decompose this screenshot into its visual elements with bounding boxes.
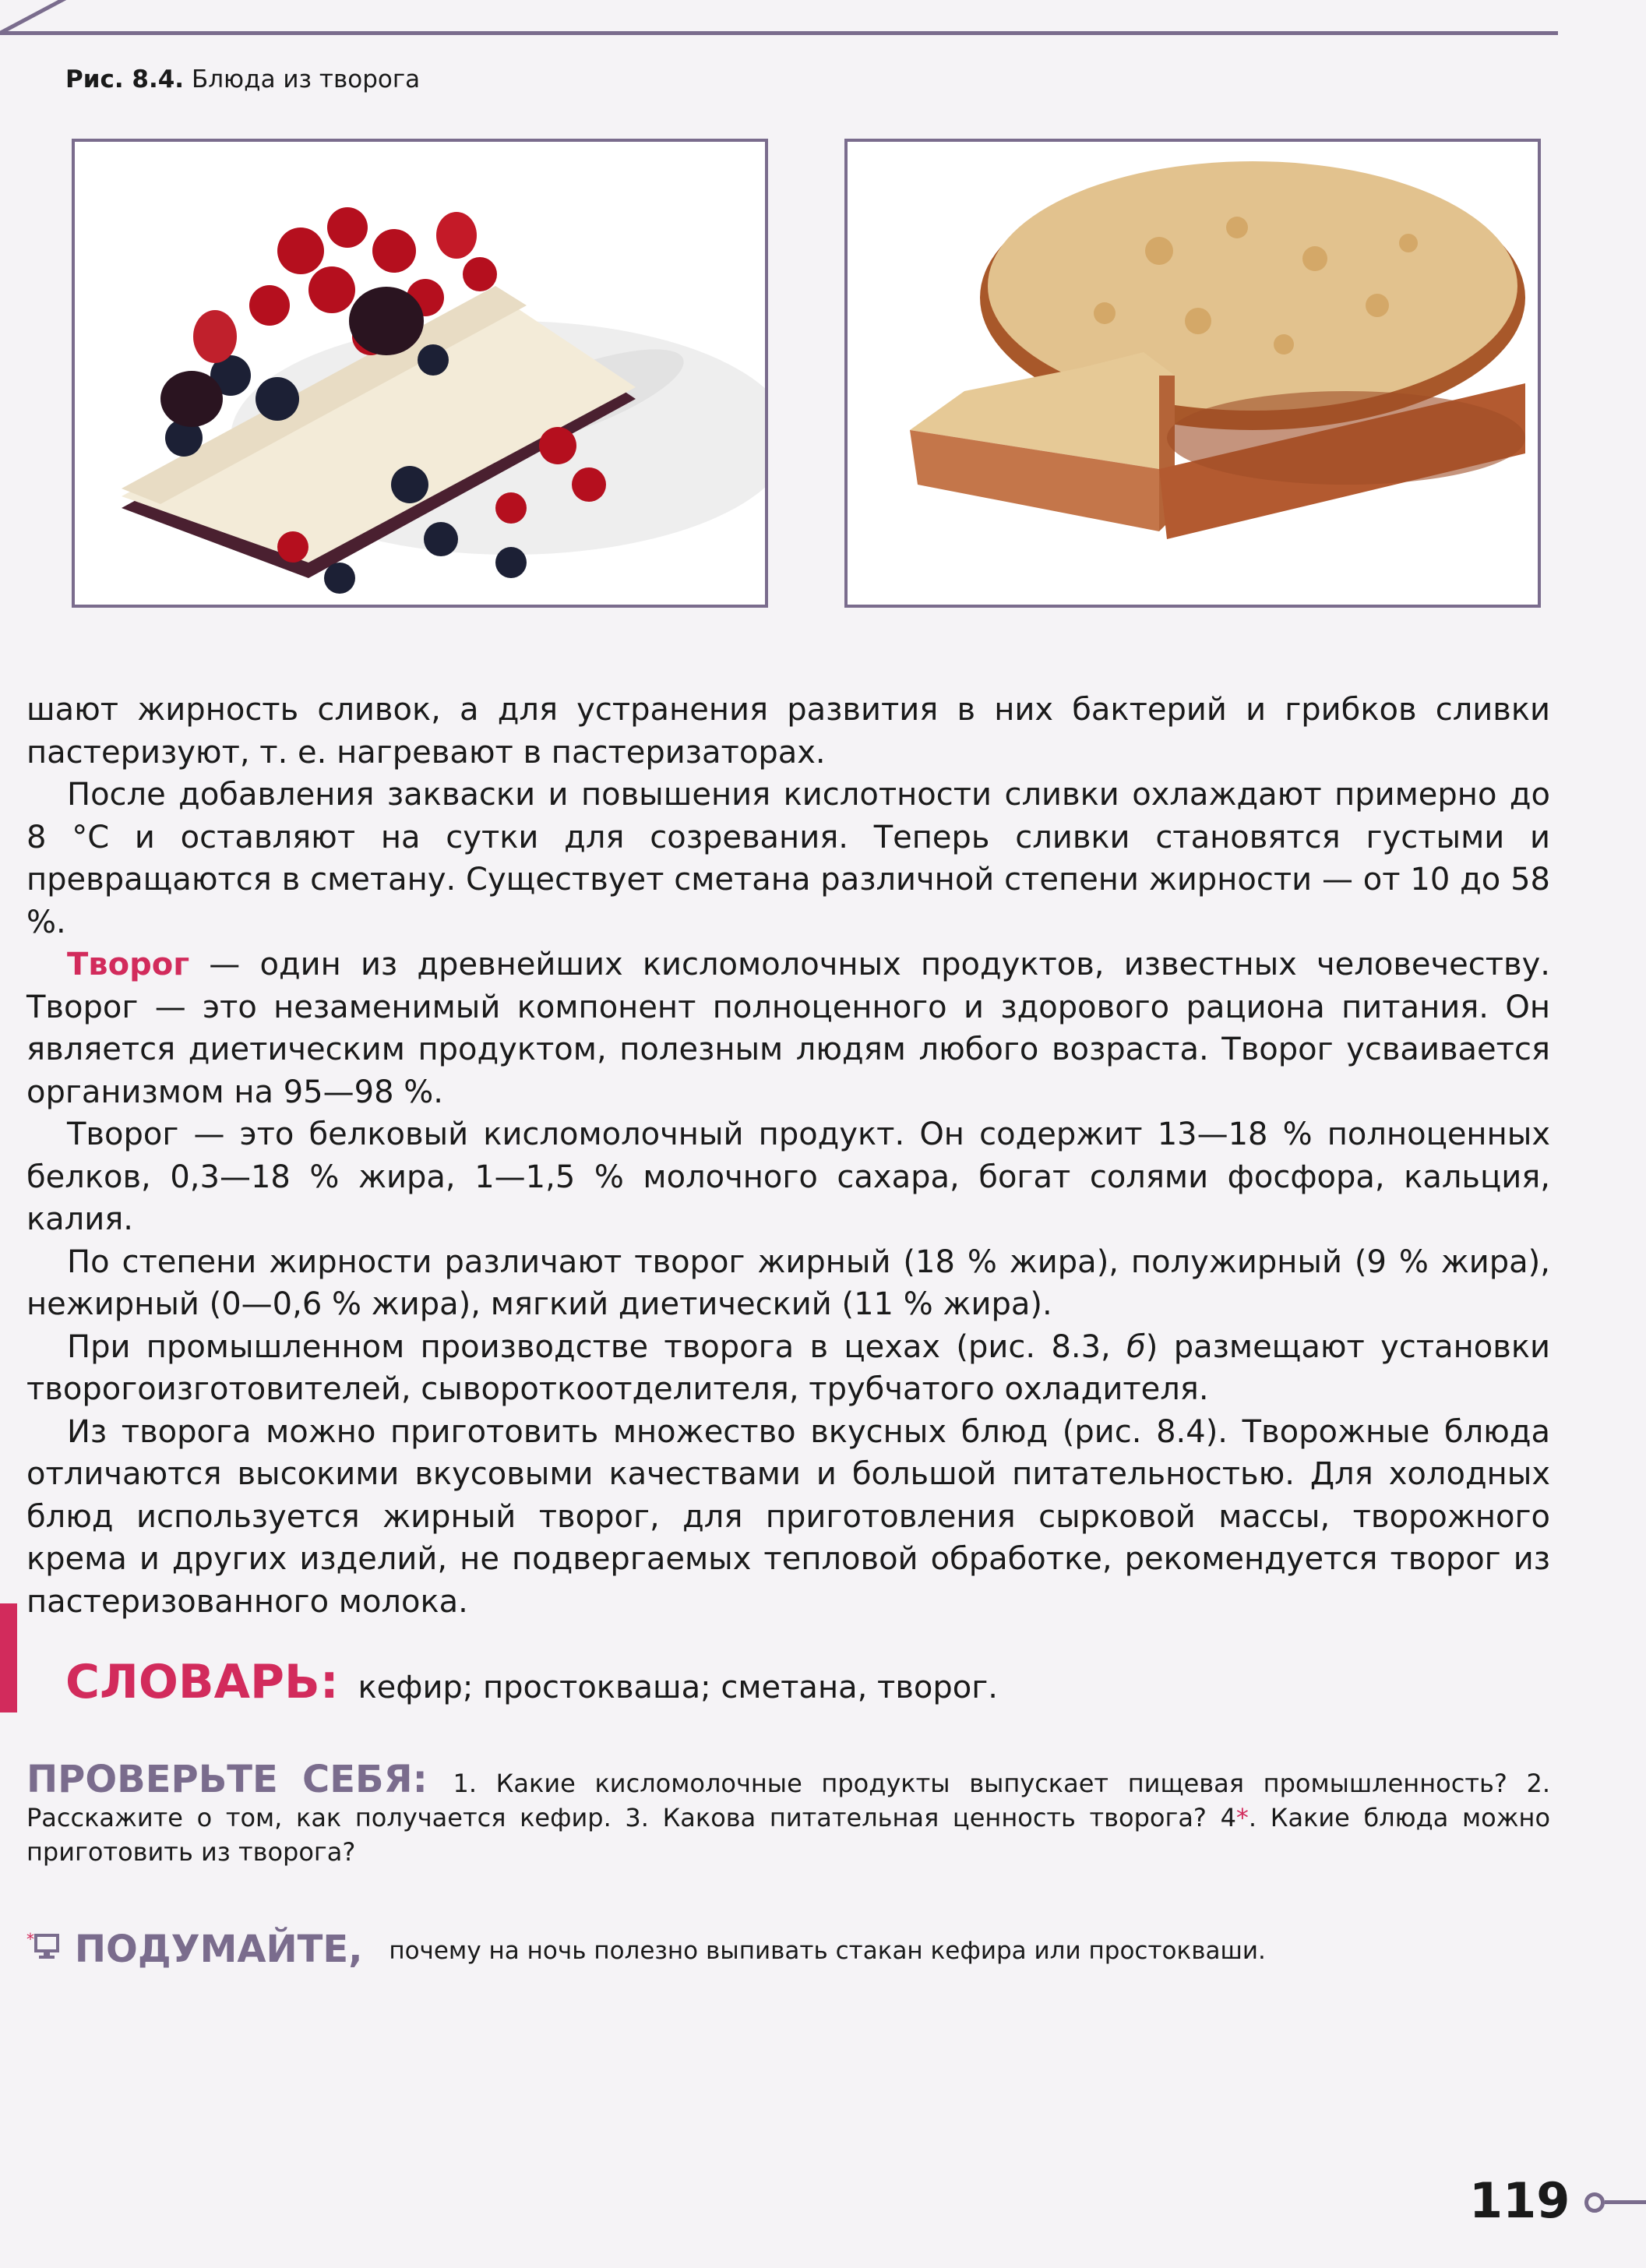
page-number: 119 [1469, 2172, 1570, 2229]
crumble-cheesecake-illustration [848, 142, 1538, 605]
paragraph-1: шают жирность сливок, а для устранения развития в них бактерий и грибков сливки пастеризуют, т. е. нагревают в пастеризаторах. [26, 692, 1550, 771]
photo-berry-cheesecake [72, 139, 768, 608]
figure-title: Блюда из творога [191, 65, 421, 93]
top-rule [0, 31, 1558, 35]
think-title: ПОДУМАЙТЕ, [74, 1928, 363, 1971]
top-rule-slant [0, 0, 69, 35]
paragraph-2: После добавления закваски и повышения кислотности сливки охлаждают примерно до 8 °С и оставляют на сутки для созревания. Теперь сливки становятся густыми и превращаются в сметану. Существует сметана различной степени жирности — от 10 до 58 %. [26, 777, 1550, 940]
paragraph-6-italic: б [1126, 1328, 1146, 1365]
vocab-words: кефир; простокваша; сметана, творог. [358, 1670, 998, 1705]
photo-crumble-cheesecake [844, 139, 1541, 608]
check-title: ПРОВЕРЬТЕ СЕБЯ: [26, 1758, 428, 1801]
paragraph-6-after: ) размещают установки творогоизготовителей, сывороткоотделителя, трубчатого охладителя. [26, 1328, 1550, 1407]
vocabulary-block [65, 1655, 998, 1709]
berry-cheesecake-illustration [75, 142, 765, 605]
think-block [26, 1928, 1550, 1971]
paragraph-7: Из творога можно приготовить множество вкусных блюд (рис. 8.4). Творожные блюда отличаются высокими вкусовыми качествами и большой питательностью. Для холодных блюд используется жирный творог, для приготовления сырковой массы, творожного крема и других изделий, не подвергаемых тепловой обработке, рекомендуется творог из пастеризованного молока. [26, 1413, 1550, 1620]
question-4-text: . Какие блюда можно приготовить из творога? [26, 1803, 1551, 1867]
think-text: почему на ночь полезно выпивать стакан кефира или простокваши. [389, 1937, 1266, 1965]
figure-label: Рис. 8.4. [65, 65, 185, 93]
question-3: 3. Какова питательная ценность творога? [625, 1803, 1207, 1832]
page-marker-icon [1584, 2192, 1605, 2213]
vocab-side-bar [0, 1603, 17, 1712]
vocab-title: СЛОВАРЬ: [65, 1655, 339, 1709]
question-2: 2. Расскажите о том, как получается кефир. [26, 1769, 1551, 1832]
paragraph-3 [26, 944, 1550, 1113]
figure-caption [65, 65, 420, 93]
term-tvorog: Творог [67, 947, 190, 982]
paragraph-6 [26, 1326, 1550, 1411]
paragraph-3-text: — один из древнейших кисломолочных продуктов, известных человечеству. Творог — это незаменимый компонент полноценного и здорового рациона питания. Он является диетическим продуктом, полезным людям любого возраста. Творог усваивается организмом на 95—98 %. [26, 947, 1550, 1110]
page-marker-line [1605, 2200, 1646, 2204]
check-yourself-block [26, 1758, 1551, 1869]
svg-text:*: * [26, 1931, 34, 1949]
question-1: 1. Какие кисломолочные продукты выпускает пищевая промышленность? [453, 1769, 1507, 1798]
paragraph-5: По степени жирности различают творог жирный (18 % жира), полужирный (9 % жира), нежирный (0—0,6 % жира), мягкий диетический (11 % жира). [26, 1243, 1550, 1322]
paragraph-6-before: При промышленном производстве творога в цехах (рис. 8.3, [67, 1328, 1127, 1365]
star-icon: * [1235, 1803, 1249, 1832]
body-text [26, 689, 1550, 1623]
computer-icon [26, 1931, 61, 1968]
question-4-number: 4 [1220, 1803, 1236, 1832]
paragraph-4: Творог — это белковый кисломолочный продукт. Он содержит 13—18 % полноценных белков, 0,3—18 % жира, 1—1,5 % молочного сахара, богат солями фосфора, кальция, калия. [26, 1116, 1550, 1237]
